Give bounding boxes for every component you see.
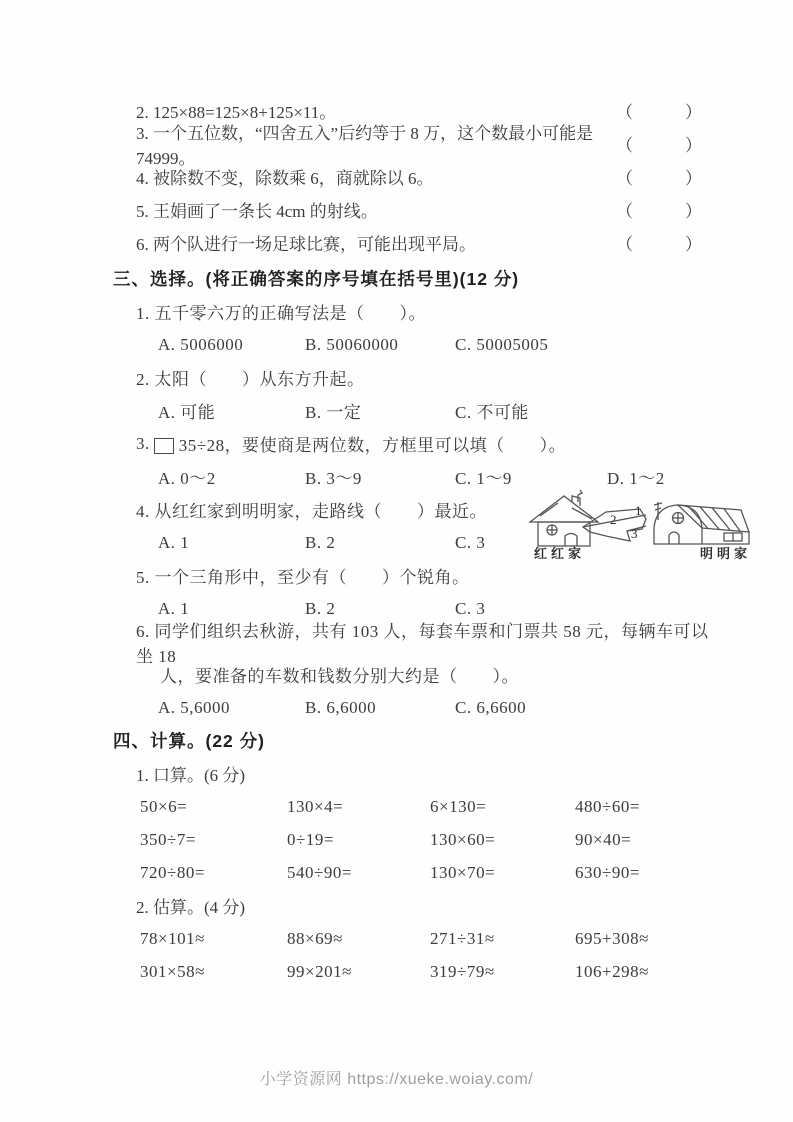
oral-expression: 350÷7= bbox=[140, 829, 196, 849]
judge-section bbox=[136, 94, 708, 259]
judge-item-text: 2. 125×88=125×8+125×11。 bbox=[136, 103, 337, 122]
option-c: C. 6,6600 bbox=[455, 697, 527, 717]
choice-q4-text: 4. 从红红家到明明家，走路线（ ）最近。 bbox=[136, 502, 487, 521]
option-a: A. 5006000 bbox=[158, 334, 244, 354]
route-1-label: 1 bbox=[635, 503, 642, 518]
route-2-label: 2 bbox=[610, 512, 617, 527]
q4-route-figure bbox=[528, 486, 780, 570]
judge-item bbox=[136, 193, 708, 226]
oral-expression: 6×130= bbox=[430, 796, 487, 816]
option-c: C. 1～9 bbox=[455, 469, 512, 488]
option-c: C. 50005005 bbox=[455, 334, 549, 354]
route-3-label: 3 bbox=[631, 526, 638, 541]
option-d: D. 1～2 bbox=[607, 469, 665, 488]
estimate-calc-row bbox=[113, 922, 711, 955]
answer-bracket: （ ） bbox=[616, 202, 708, 221]
left-house-icon bbox=[530, 490, 598, 546]
judge-item-text: 5. 王娟画了一条长 4cm 的射线。 bbox=[136, 202, 378, 221]
option-b: B. 6,6000 bbox=[305, 697, 377, 717]
oral-expression: 480÷60= bbox=[575, 796, 640, 816]
choice-q1-options bbox=[113, 328, 711, 361]
choice-q1-text: 1. 五千零六万的正确写法是（ ）。 bbox=[136, 304, 426, 323]
choice-q6-options bbox=[113, 691, 711, 724]
judge-item-text: 4. 被除数不变，除数乘 6，商就除以 6。 bbox=[136, 169, 434, 188]
option-b: B. 2 bbox=[305, 532, 336, 552]
estimate-calc-row bbox=[113, 955, 711, 988]
oral-expression: 90×40= bbox=[575, 829, 632, 849]
option-b: B. 一定 bbox=[305, 403, 362, 422]
option-a: A. 5,6000 bbox=[158, 697, 231, 717]
option-c: C. 不可能 bbox=[455, 403, 529, 422]
footer-watermark: 小学资源网 https://xueke.woiay.com/ bbox=[259, 1071, 534, 1088]
option-c: C. 3 bbox=[455, 598, 486, 618]
houses-routes-illustration bbox=[528, 486, 780, 570]
choice-section-title: 三、选择。(将正确答案的序号填在括号里)(12 分) bbox=[113, 269, 520, 289]
option-a: A. 1 bbox=[158, 598, 190, 618]
oral-expression: 630÷90= bbox=[575, 862, 640, 882]
oral-calc-row bbox=[113, 823, 711, 856]
oral-calc-row bbox=[113, 790, 711, 823]
estimate-expression: 99×201≈ bbox=[287, 961, 352, 981]
judge-item bbox=[136, 226, 708, 259]
estimate-expression: 695+308≈ bbox=[575, 928, 649, 948]
option-b: B. 50060000 bbox=[305, 334, 399, 354]
judge-item bbox=[136, 160, 708, 193]
estimate-expression: 301×58≈ bbox=[140, 961, 205, 981]
option-b: B. 3～9 bbox=[305, 469, 362, 488]
right-house-icon bbox=[654, 502, 749, 544]
left-house-label: 红红家 bbox=[534, 546, 586, 561]
answer-bracket: （ ） bbox=[616, 235, 708, 254]
answer-bracket: （ ） bbox=[616, 169, 708, 188]
oral-calc-title: 1. 口算。(6 分) bbox=[136, 766, 246, 785]
oral-expression: 0÷19= bbox=[287, 829, 334, 849]
oral-expression: 130×70= bbox=[430, 862, 496, 882]
oral-expression: 50×6= bbox=[140, 796, 188, 816]
choice-q2-options bbox=[113, 394, 711, 427]
blank-box bbox=[154, 438, 174, 454]
choice-q3-text: 3. 35÷28，要使商是两位数，方框里可以填（ ）。 bbox=[136, 433, 567, 455]
estimate-expression: 271÷31≈ bbox=[430, 928, 495, 948]
estimate-expression: 319÷79≈ bbox=[430, 961, 495, 981]
option-a: A. 1 bbox=[158, 532, 190, 552]
estimate-calc-title: 2. 估算。(4 分) bbox=[136, 898, 246, 917]
estimate-expression: 88×69≈ bbox=[287, 928, 343, 948]
choice-q6-text-line2: 人，要准备的车数和钱数分别大约是（ ）。 bbox=[160, 667, 519, 686]
option-a: A. 0～2 bbox=[158, 469, 216, 488]
estimate-expression: 78×101≈ bbox=[140, 928, 205, 948]
estimate-expression: 106+298≈ bbox=[575, 961, 649, 981]
oral-calc-row bbox=[113, 856, 711, 889]
choice-q5-text: 5. 一个三角形中，至少有（ ）个锐角。 bbox=[136, 568, 470, 587]
answer-bracket: （ ） bbox=[616, 136, 708, 155]
right-house-label: 明明家 bbox=[700, 546, 752, 561]
choice-q2-text: 2. 太阳（ ）从东方升起。 bbox=[136, 370, 365, 389]
option-c: C. 3 bbox=[455, 532, 486, 552]
oral-expression: 720÷80= bbox=[140, 862, 205, 882]
option-b: B. 2 bbox=[305, 598, 336, 618]
judge-item-text: 3. 一个五位数，“四舍五入”后约等于 8 万，这个数最小可能是 74999。 bbox=[136, 123, 594, 168]
choice-q6-text-line1: 6. 同学们组织去秋游，共有 103 人，每套车票和门票共 58 元，每辆车可以坐 18 bbox=[136, 621, 709, 666]
calc-section-title: 四、计算。(22 分) bbox=[113, 731, 265, 751]
oral-expression: 540÷90= bbox=[287, 862, 352, 882]
judge-item bbox=[136, 123, 708, 168]
oral-expression: 130×60= bbox=[430, 829, 496, 849]
answer-bracket: （ ） bbox=[616, 103, 708, 122]
calc-section bbox=[113, 724, 711, 988]
option-a: A. 可能 bbox=[158, 403, 216, 422]
judge-item-text: 6. 两个队进行一场足球比赛，可能出现平局。 bbox=[136, 235, 476, 254]
oral-expression: 130×4= bbox=[287, 796, 344, 816]
